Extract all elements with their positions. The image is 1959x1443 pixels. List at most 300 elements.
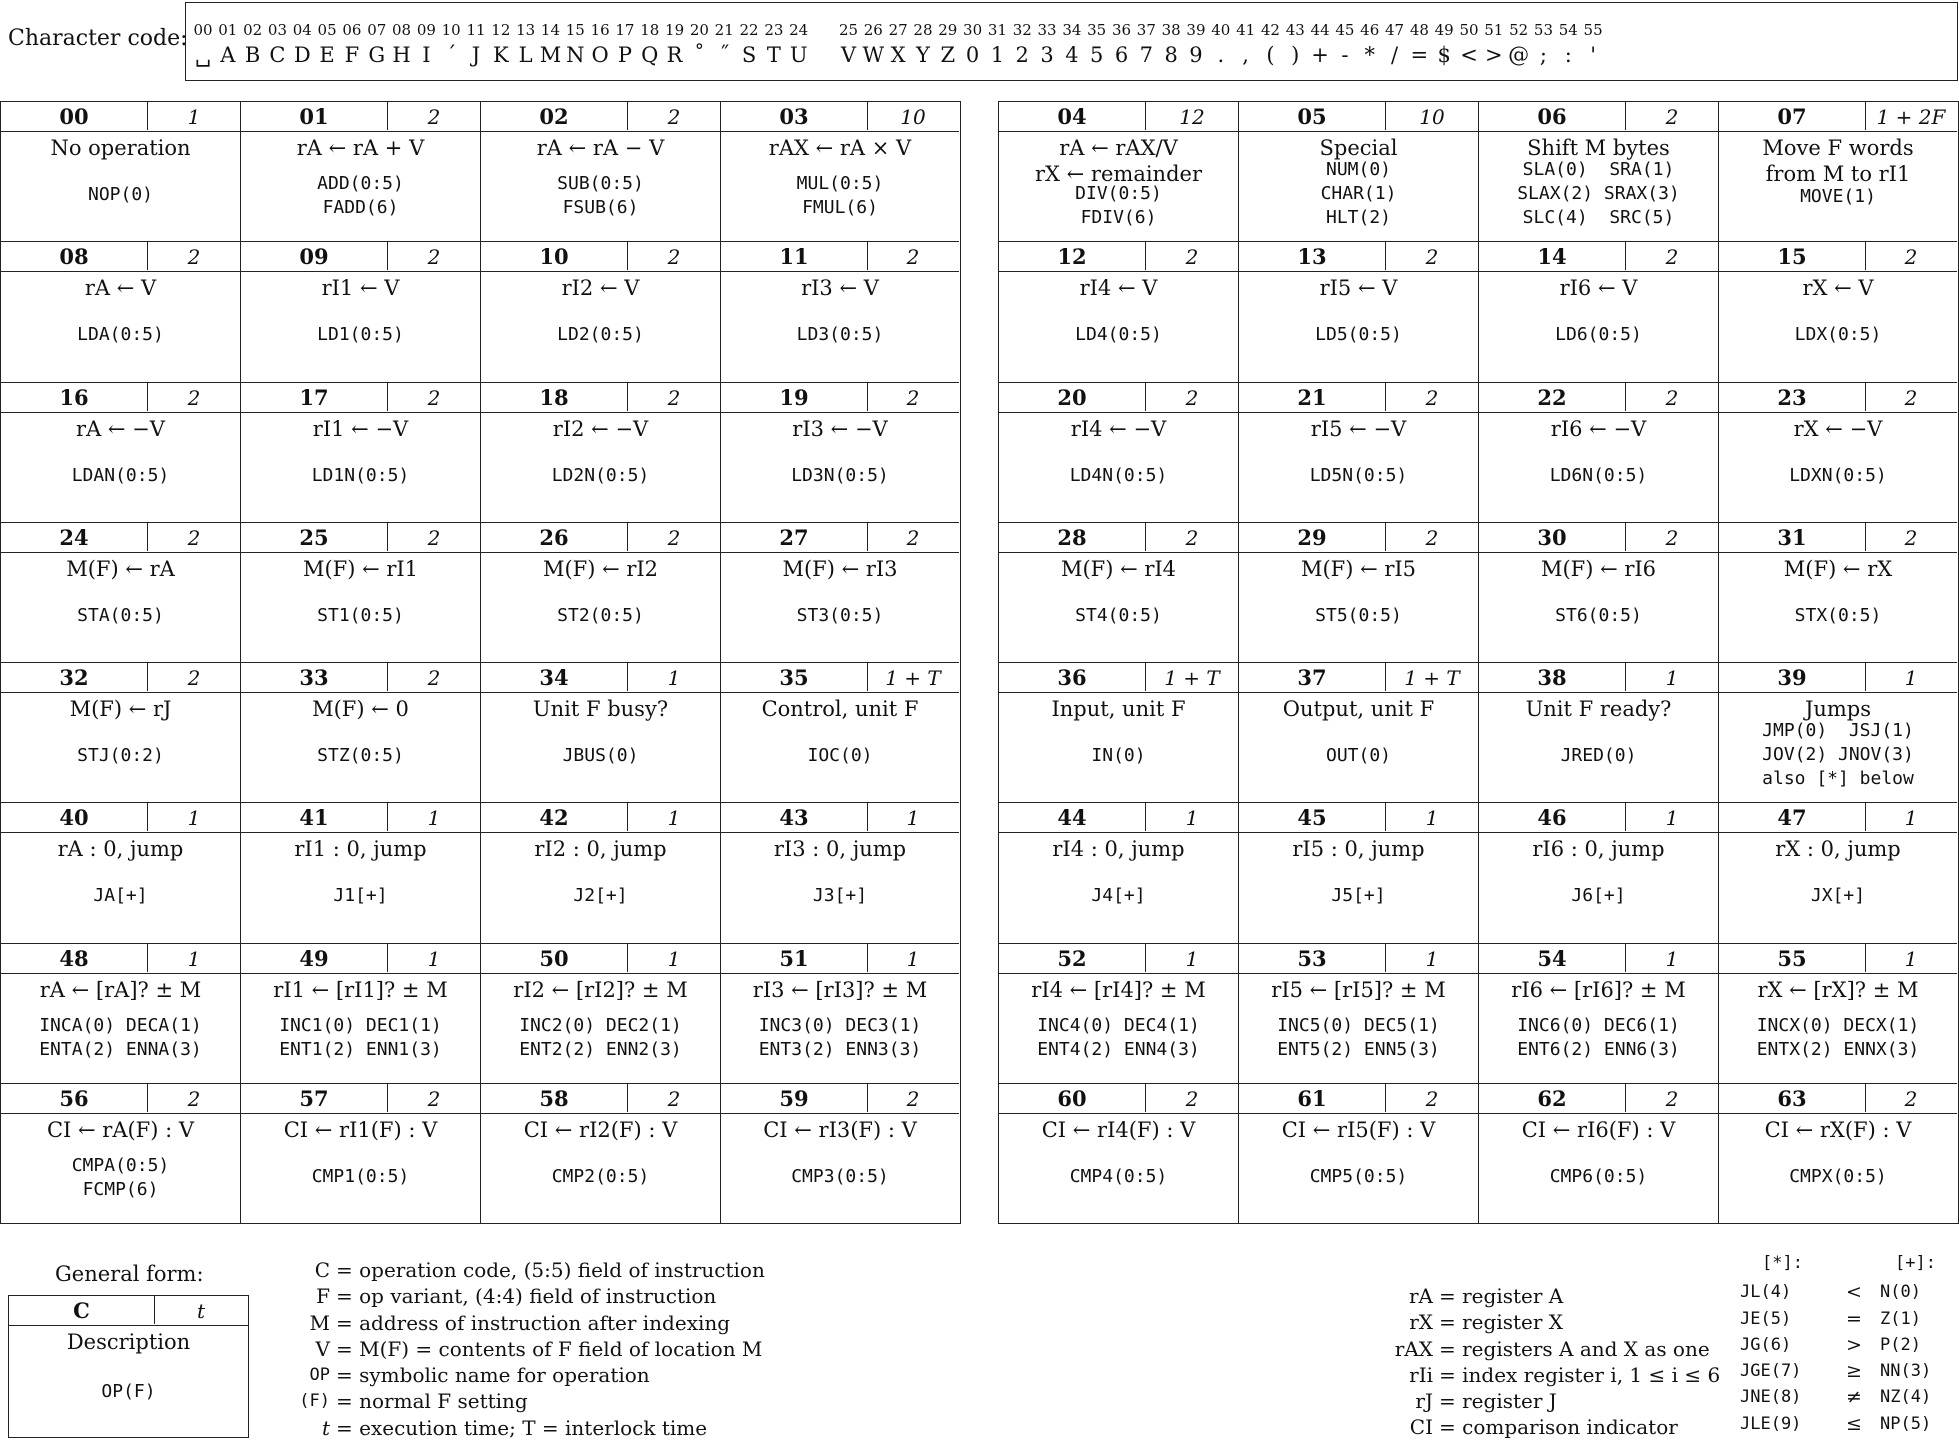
- mnemonic-line: JRED(0): [1560, 745, 1637, 766]
- mnemonic-line: LD1(0:5): [317, 324, 404, 346]
- opcode-cell-48: [1, 944, 241, 1084]
- field-legend-row: [230, 1415, 765, 1441]
- jump-mnemonic: JG(6): [1740, 1334, 1792, 1355]
- description-line: rI6 : 0, jump: [1532, 837, 1665, 862]
- char-code-glyph: O: [591, 43, 609, 67]
- execution-time: 2: [1425, 525, 1439, 550]
- opcode-description: [1239, 416, 1478, 442]
- opcode-description: [1, 275, 240, 301]
- opcode-cell-51: [721, 944, 959, 1084]
- mnemonic-line: INCA(0) DECA(1): [39, 1014, 202, 1036]
- execution-time: 1: [1425, 806, 1439, 831]
- mnemonic-line: INC1(0) DEC1(1): [279, 1014, 442, 1036]
- jump-relation: ≥: [1846, 1360, 1862, 1383]
- opcode-header: [1719, 102, 1957, 132]
- execution-time: 2: [1904, 525, 1918, 550]
- char-code-number: 27: [888, 21, 908, 39]
- description-line: CI ← rI2(F) : V: [523, 1117, 678, 1142]
- description-line: rI5 : 0, jump: [1292, 837, 1425, 862]
- char-code-number: 45: [1335, 21, 1355, 39]
- mnemonic-line: ENT5(2) ENN5(3): [1277, 1038, 1440, 1060]
- mnemonic-line: JOV(2) JNOV(3): [1762, 744, 1914, 765]
- opcode-header: [1719, 803, 1957, 833]
- opcode-description: [241, 696, 480, 722]
- opcode-number: 58: [481, 1084, 628, 1112]
- description-line: rX : 0, jump: [1775, 837, 1901, 862]
- char-code-glyph: 7: [1139, 43, 1154, 67]
- opcode-description: [999, 977, 1238, 1003]
- opcode-mnemonics: [1719, 884, 1957, 908]
- opcode-cell-43: [721, 803, 959, 943]
- opcode-header: [481, 944, 720, 974]
- opcode-mnemonics: [721, 172, 959, 220]
- mnemonic-line: LDX(0:5): [1794, 324, 1882, 346]
- char-code-number: 52: [1509, 21, 1529, 39]
- opcode-header: [481, 1084, 720, 1114]
- opcode-cell-19: [721, 383, 959, 523]
- execution-time: 1 + T: [1404, 666, 1460, 690]
- char-code-number: 13: [516, 21, 536, 39]
- opcode-mnemonics: [1479, 158, 1718, 230]
- description-line: rI3 ← [rI3]? ± M: [752, 977, 928, 1002]
- opcode-description: [481, 275, 720, 301]
- char-code-number: 38: [1161, 21, 1181, 39]
- opcode-description: [721, 977, 959, 1003]
- opcode-header: [721, 242, 959, 272]
- register-legend-row: [1310, 1309, 1720, 1335]
- description-line: M(F) ← rI6: [1540, 556, 1657, 581]
- description-line: rI2 ← V: [561, 276, 640, 301]
- opcode-mnemonics: [1719, 1165, 1957, 1189]
- opcode-mnemonics: [721, 1165, 959, 1189]
- opcode-description: [1719, 977, 1957, 1003]
- execution-time: 2: [906, 385, 920, 410]
- opcode-number: 35: [721, 663, 868, 691]
- opcode-cell-25: [241, 523, 481, 663]
- field-legend-row: [230, 1388, 765, 1414]
- opcode-mnemonics: [241, 604, 480, 628]
- description-line: rI4 : 0, jump: [1052, 837, 1185, 862]
- description-line: CI ← rI4(F) : V: [1041, 1117, 1196, 1142]
- char-code-glyph: ,: [1242, 43, 1249, 67]
- char-code-glyph: ;: [1539, 43, 1547, 67]
- opcode-number: 30: [1479, 523, 1626, 551]
- opcode-description: [1719, 135, 1957, 187]
- opcode-cell-21: [1239, 383, 1479, 523]
- mnemonic-line: CMPA(0:5): [71, 1154, 170, 1176]
- opcode-number: 31: [1719, 523, 1866, 551]
- opcode-description: [1719, 275, 1957, 301]
- mnemonic-line: J1[+]: [333, 885, 388, 907]
- opcode-mnemonics: [999, 182, 1238, 230]
- opcode-mnemonics: [241, 1014, 480, 1062]
- opcode-description: [999, 556, 1238, 582]
- execution-time: 2: [1665, 1086, 1679, 1111]
- mnemonic-line: MUL(0:5): [796, 173, 884, 194]
- char-code-number: 26: [863, 21, 883, 39]
- char-code-glyph: Q: [641, 43, 659, 67]
- opcode-header: [241, 242, 480, 272]
- opcode-header: [241, 663, 480, 693]
- description-line: rI2 ← [rI2]? ± M: [513, 977, 688, 1002]
- jump-table-row: [1740, 1358, 1959, 1384]
- char-code-glyph: 4: [1065, 43, 1079, 67]
- opcode-mnemonics: [1239, 464, 1478, 488]
- execution-time: 2: [1425, 1086, 1439, 1111]
- field-definition: = operation code, (5:5) field of instruction: [336, 1258, 765, 1282]
- char-code-number: 15: [565, 21, 585, 39]
- execution-time: 2: [1425, 385, 1439, 410]
- field-symbol: C: [314, 1258, 330, 1282]
- opcode-mnemonics: [481, 744, 720, 768]
- opcode-header: [1719, 1084, 1957, 1114]
- opcode-mnemonics: [241, 323, 480, 347]
- char-code-glyph: *: [1364, 43, 1375, 67]
- opcode-cell-01: [241, 102, 481, 242]
- char-code-glyph: +: [1311, 43, 1329, 67]
- opcode-cell-49: [241, 944, 481, 1084]
- opcode-description: [241, 556, 480, 582]
- execution-time: 2: [1665, 385, 1679, 410]
- opcode-number: 45: [1239, 803, 1386, 831]
- opcode-cell-11: [721, 242, 959, 382]
- mnemonic-line: STJ(0:2): [77, 745, 164, 766]
- char-code-number: 36: [1111, 21, 1132, 39]
- description-line: rI1 ← [rI1]? ± M: [273, 977, 448, 1002]
- mnemonic-line: ENTX(2) ENNX(3): [1756, 1038, 1920, 1060]
- opcode-number: 19: [721, 383, 868, 411]
- opcode-number: 48: [1, 944, 148, 972]
- opcode-cell-44: [999, 803, 1239, 943]
- mnemonic-line: LD3(0:5): [796, 324, 884, 346]
- opcode-number: 07: [1719, 102, 1866, 130]
- opcode-description: [1, 977, 240, 1003]
- opcode-description: [721, 135, 959, 161]
- description-line: CI ← rX(F) : V: [1764, 1117, 1912, 1142]
- field-definition: = execution time; T = interlock time: [336, 1415, 708, 1440]
- description-line: rI1 ← −V: [312, 416, 409, 441]
- execution-time: 1: [1904, 666, 1918, 690]
- opcode-mnemonics: [721, 323, 959, 347]
- opcode-description: [1719, 836, 1957, 862]
- mnemonic-line: LDXN(0:5): [1789, 464, 1887, 486]
- opcode-number: 26: [481, 523, 628, 551]
- char-code-glyph: I: [422, 43, 431, 67]
- opcode-mnemonics: [241, 1165, 480, 1189]
- register-symbol: rIi: [1409, 1362, 1433, 1387]
- jump-mnemonic: JNE(8): [1740, 1387, 1802, 1408]
- opcode-cell-60: [999, 1084, 1239, 1224]
- opcode-cell-47: [1719, 803, 1957, 943]
- mnemonic-line: ENT2(2) ENN2(3): [519, 1038, 682, 1060]
- execution-time: 2: [1425, 245, 1439, 270]
- execution-time: 1: [1904, 946, 1918, 971]
- mnemonic-line: INC6(0) DEC6(1): [1517, 1014, 1680, 1036]
- mnemonic-line: ST2(0:5): [557, 604, 644, 626]
- execution-time: 1: [1665, 666, 1679, 690]
- opcode-mnemonics: [241, 884, 480, 908]
- char-code-number: 22: [739, 21, 759, 39]
- jump-table-plus-header: [+]:: [1895, 1253, 1936, 1273]
- opcode-header: [1719, 663, 1957, 693]
- execution-time: 1 + T: [885, 666, 941, 690]
- description-line: No operation: [50, 136, 191, 160]
- field-legend: [230, 1257, 765, 1441]
- mnemonic-line: ST1(0:5): [317, 604, 404, 626]
- mnemonic-line: ADD(0:5): [317, 173, 404, 194]
- mnemonic-line: SUB(0:5): [557, 173, 644, 194]
- opcode-header: [1239, 1084, 1478, 1114]
- opcode-cell-63: [1719, 1084, 1957, 1224]
- opcode-cell-02: [481, 102, 721, 242]
- opcode-header: [1239, 102, 1478, 132]
- char-code-number: 03: [267, 21, 287, 39]
- opcode-description: [481, 416, 720, 442]
- description-line: Control, unit F: [761, 697, 919, 721]
- mnemonic-line: LD6(0:5): [1555, 324, 1642, 346]
- opcode-mnemonics: [481, 172, 720, 220]
- mnemonic-line: ENT4(2) ENN4(3): [1037, 1038, 1200, 1060]
- opcode-mnemonics: [999, 1165, 1238, 1189]
- description-line: rA ← rAX/V: [1059, 136, 1178, 160]
- opcode-description: [481, 977, 720, 1003]
- opcode-number: 25: [241, 523, 388, 551]
- mnemonic-line: CMP2(0:5): [551, 1165, 650, 1187]
- field-symbol: OP: [309, 1365, 330, 1386]
- char-code-number: 32: [1012, 21, 1032, 39]
- opcode-mnemonics: [1, 183, 240, 207]
- execution-time: 1 + 2F: [1876, 105, 1946, 129]
- opcode-header: [999, 102, 1238, 132]
- mnemonic-line: HLT(2): [1325, 207, 1392, 228]
- opcode-number: 06: [1479, 102, 1626, 130]
- opcode-number: 33: [241, 663, 388, 691]
- general-form-code: C: [9, 1296, 155, 1324]
- execution-time: 2: [1904, 245, 1918, 270]
- opcode-number: 54: [1479, 944, 1626, 972]
- mnemonic-line: J5[+]: [1331, 885, 1386, 907]
- field-legend-row: [230, 1310, 765, 1336]
- char-code-number: 01: [218, 21, 238, 39]
- opcode-cell-15: [1719, 242, 1957, 382]
- opcode-number: 42: [481, 803, 628, 831]
- char-code-number: 41: [1236, 21, 1256, 39]
- register-definition: = register A: [1439, 1284, 1564, 1308]
- opcode-description: [999, 1117, 1238, 1143]
- mnemonic-line: LD6N(0:5): [1549, 464, 1648, 486]
- jump-mnemonic: JL(4): [1740, 1282, 1792, 1303]
- field-definition: = address of instruction after indexing: [336, 1310, 731, 1335]
- field-symbol: t: [321, 1415, 330, 1440]
- description-line: Move F words: [1762, 136, 1914, 160]
- opcode-description: [481, 836, 720, 862]
- mnemonic-line: INC2(0) DEC2(1): [519, 1014, 682, 1036]
- execution-time: 2: [187, 245, 201, 270]
- opcode-mnemonics: [1719, 604, 1957, 628]
- register-symbol: rAX: [1394, 1336, 1433, 1361]
- description-line: rX ← V: [1802, 276, 1874, 301]
- mnemonic-line: LD4N(0:5): [1069, 464, 1168, 486]
- opcode-number: 63: [1719, 1084, 1866, 1112]
- opcode-mnemonics: [1479, 1165, 1718, 1189]
- char-code-glyph: ˚: [694, 43, 705, 67]
- opcode-description: [1239, 1117, 1478, 1143]
- opcode-mnemonics: [721, 464, 959, 488]
- general-form-box: [8, 1295, 249, 1438]
- description-line: M(F) ← rI3: [782, 556, 898, 581]
- opcode-cell-05: [1239, 102, 1479, 242]
- mnemonic-line: JMP(0) JSJ(1): [1762, 720, 1914, 741]
- opcode-description: [1, 836, 240, 862]
- opcode-cell-30: [1479, 523, 1719, 663]
- description-line: rI5 ← −V: [1310, 416, 1407, 441]
- opcode-number: 41: [241, 803, 388, 831]
- execution-time: 2: [667, 105, 681, 129]
- char-code-number: 12: [491, 21, 511, 39]
- mnemonic-line: CMP3(0:5): [791, 1165, 889, 1187]
- execution-time: 2: [1185, 1086, 1199, 1111]
- opcode-header: [721, 102, 959, 132]
- opcode-cell-37: [1239, 663, 1479, 803]
- opcode-number: 55: [1719, 944, 1866, 972]
- opcode-mnemonics: [1, 744, 240, 768]
- description-line: from M to rI1: [1765, 162, 1911, 186]
- opcode-description: [999, 836, 1238, 862]
- opcode-number: 10: [481, 242, 628, 270]
- opcode-number: 47: [1719, 803, 1866, 831]
- opcode-number: 14: [1479, 242, 1626, 270]
- opcode-number: 01: [241, 102, 388, 130]
- char-code-number: 18: [640, 21, 660, 39]
- opcode-number: 28: [999, 523, 1146, 551]
- opcode-cell-33: [241, 663, 481, 803]
- jump-relation: =: [1846, 1307, 1862, 1330]
- opcode-cell-13: [1239, 242, 1479, 382]
- opcode-cell-28: [999, 523, 1239, 663]
- char-code-number: 29: [938, 21, 958, 39]
- opcode-description: [1, 1117, 240, 1143]
- opcode-mnemonics: [241, 744, 480, 768]
- description-line: rAX ← rA × V: [768, 136, 912, 160]
- opcode-cell-24: [1, 523, 241, 663]
- opcode-mnemonics: [999, 884, 1238, 908]
- execution-time: 1: [667, 806, 681, 831]
- char-code-glyph: Z: [940, 43, 956, 67]
- char-code-glyph: K: [492, 43, 509, 67]
- opcode-description: [1479, 1117, 1718, 1143]
- char-code-number: 31: [987, 21, 1007, 39]
- opcode-number: 22: [1479, 383, 1626, 411]
- execution-time: 2: [1904, 385, 1918, 410]
- opcode-number: 03: [721, 102, 868, 130]
- char-code-number: 39: [1186, 21, 1206, 39]
- mnemonic-line: ST3(0:5): [796, 604, 884, 626]
- description-line: M(F) ← rI2: [542, 556, 659, 581]
- execution-time: 2: [427, 105, 441, 129]
- mnemonic-line: NOP(0): [87, 184, 154, 205]
- mnemonic-line: LD5N(0:5): [1309, 464, 1408, 486]
- char-code-number: 55: [1583, 21, 1603, 39]
- opcode-description: [241, 977, 480, 1003]
- description-line: rI6 ← V: [1559, 276, 1638, 301]
- opcode-header: [999, 383, 1238, 413]
- opcode-mnemonics: [1239, 1014, 1478, 1062]
- execution-time: 2: [906, 1086, 920, 1111]
- opcode-header: [1479, 803, 1718, 833]
- opcode-cell-61: [1239, 1084, 1479, 1224]
- opcode-header: [1719, 242, 1957, 272]
- char-code-glyph: X: [890, 43, 906, 67]
- opcode-cell-09: [241, 242, 481, 382]
- mnemonic-line: J2[+]: [573, 885, 628, 907]
- opcode-header: [241, 102, 480, 132]
- opcode-cell-12: [999, 242, 1239, 382]
- execution-time: 1: [1904, 806, 1918, 831]
- char-code-glyph: G: [368, 43, 386, 67]
- opcode-header: [999, 242, 1238, 272]
- register-symbol: rX: [1409, 1310, 1433, 1335]
- opcode-description: [241, 275, 480, 301]
- description-line: CI ← rI6(F) : V: [1521, 1117, 1676, 1142]
- jump-table-row: [1740, 1279, 1959, 1305]
- mnemonic-line: also [*] below: [1762, 768, 1914, 789]
- opcode-header: [241, 803, 480, 833]
- char-code-glyph: E: [319, 43, 335, 67]
- general-form-description: Description: [66, 1330, 191, 1354]
- opcode-mnemonics: [999, 323, 1238, 347]
- char-code-glyph: V: [840, 43, 857, 67]
- execution-time: 2: [427, 245, 441, 270]
- execution-time: 2: [427, 1086, 441, 1111]
- char-code-glyph: R: [666, 43, 683, 67]
- opcode-number: 04: [999, 102, 1146, 130]
- char-code-number: 30: [963, 21, 983, 39]
- description-line: rI6 ← −V: [1550, 416, 1647, 441]
- opcode-description: [721, 275, 959, 301]
- char-code-number: 25: [838, 21, 859, 39]
- description-line: rI1 : 0, jump: [294, 837, 427, 862]
- opcode-cell-42: [481, 803, 721, 943]
- char-code-glyph: 3: [1040, 43, 1054, 67]
- mnemonic-line: ENT3(2) ENN3(3): [758, 1038, 922, 1060]
- execution-time: 2: [1185, 385, 1199, 410]
- char-code-glyph: .: [1217, 43, 1225, 67]
- opcode-mnemonics: [999, 1014, 1238, 1062]
- jump-table-row: [1740, 1306, 1959, 1332]
- opcode-header: [481, 523, 720, 553]
- execution-time: 1: [1665, 806, 1679, 831]
- char-code-glyph: =: [1410, 43, 1429, 67]
- opcode-description: [1719, 1117, 1957, 1143]
- opcode-header: [241, 523, 480, 553]
- char-code-number: 00: [193, 21, 213, 39]
- description-line: rX ← −V: [1793, 416, 1883, 441]
- opcode-number: 56: [1, 1084, 148, 1112]
- mnemonic-line: J6[+]: [1571, 885, 1626, 907]
- opcode-mnemonics: [481, 323, 720, 347]
- execution-time: 1: [667, 666, 681, 690]
- opcode-description: [721, 836, 959, 862]
- opcode-description: [1239, 275, 1478, 301]
- jump-relation: >: [1846, 1333, 1862, 1356]
- opcode-cell-29: [1239, 523, 1479, 663]
- opcode-description: [721, 416, 959, 442]
- opcode-number: 18: [481, 383, 628, 411]
- opcode-description: [721, 1117, 959, 1143]
- opcode-mnemonics: [481, 884, 720, 908]
- opcode-cell-06: [1479, 102, 1719, 242]
- mnemonic-line: INC3(0) DEC3(1): [758, 1014, 922, 1036]
